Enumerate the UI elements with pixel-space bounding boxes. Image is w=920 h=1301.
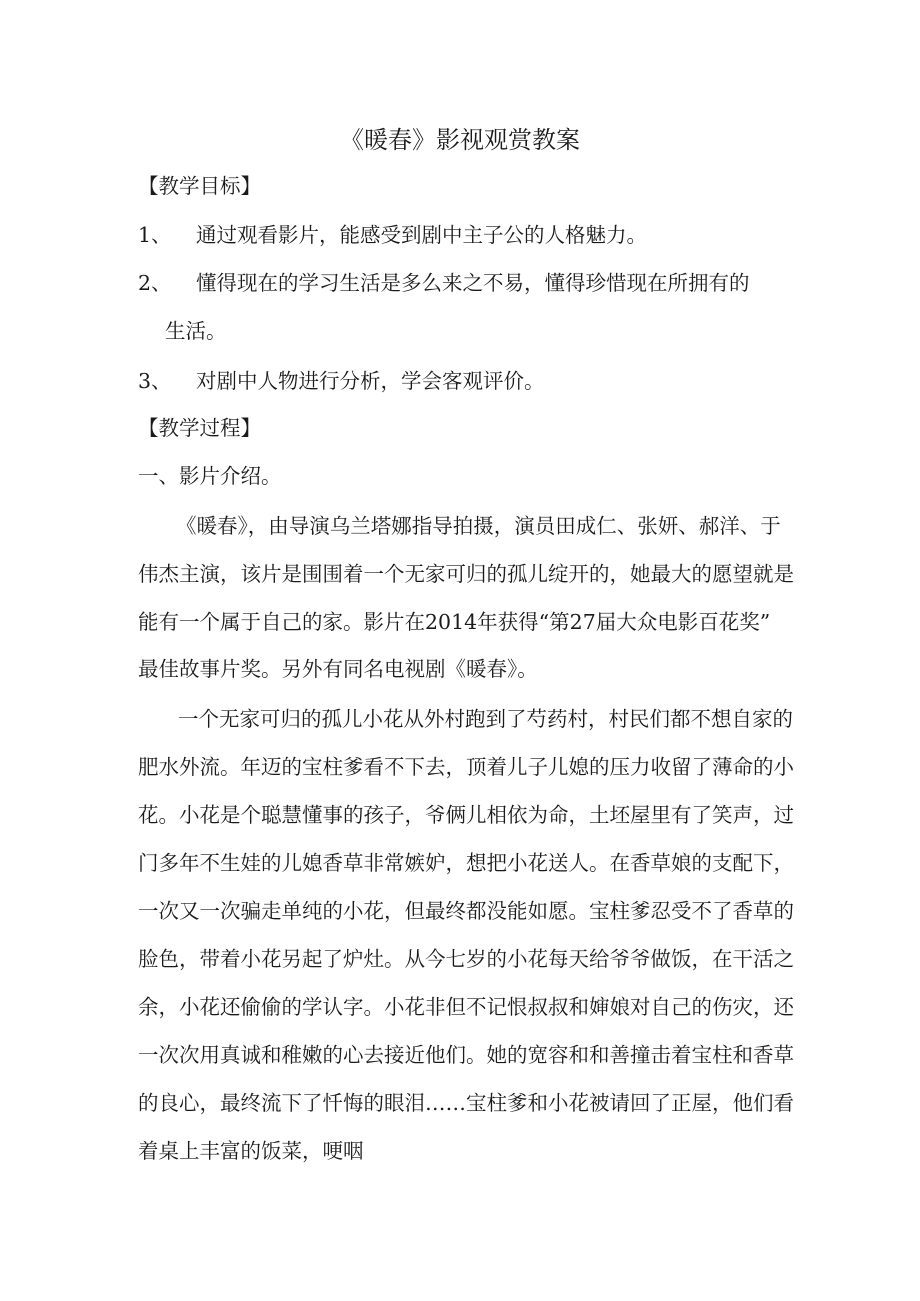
paragraph-one-line: 最佳故事片奖。另外有同名电视剧《暖春》。 bbox=[138, 657, 538, 681]
objective-text: 懂得现在的学习生活是多么来之不易，懂得珍惜现在所拥有的 bbox=[196, 271, 750, 295]
paragraph-two-line: 一次次用真诚和稚嫩的心去接近他们。她的宽容和和善撞击着宝柱和香草 bbox=[138, 1043, 794, 1067]
objective-item-1 bbox=[138, 221, 647, 249]
paragraph-two-line: 余，小花还偷偷的学认字。小花非但不记恨叔叔和婶娘对自己的伤灾，还 bbox=[138, 995, 794, 1019]
objective-item-2 bbox=[138, 269, 750, 297]
objective-text: 对剧中人物进行分析，学会客观评价。 bbox=[196, 369, 545, 393]
objective-number: 1、 bbox=[138, 223, 172, 247]
objective-text: 通过观看影片，能感受到剧中主子公的人格魅力。 bbox=[196, 223, 647, 247]
document-title: 《暖春》影视观赏教案 bbox=[340, 126, 580, 154]
objective-item-3 bbox=[138, 367, 545, 395]
paragraph-one-line: 《暖春》，由导演乌兰塔娜指导拍摄，演员田成仁、张妍、郝洋、于 bbox=[176, 514, 781, 538]
paragraph-one-line: 伟杰主演，该片是围围着一个无家可归的孤儿绽开的，她最大的愿望就是 bbox=[138, 562, 794, 586]
objectives-heading: 【教学目标】 bbox=[138, 174, 261, 198]
objective-item-2-continuation: 生活。 bbox=[165, 319, 227, 343]
paragraph-two-line: 花。小花是个聪慧懂事的孩子，爷俩儿相依为命，土坯屋里有了笑声，过 bbox=[138, 803, 794, 827]
paragraph-two-line: 门多年不生娃的儿媳香草非常嫉妒，想把小花送人。在香草娘的支配下， bbox=[138, 851, 794, 875]
objective-number: 3、 bbox=[138, 369, 172, 393]
paragraph-two-line: 的良心，最终流下了忏悔的眼泪……宝柱爹和小花被请回了正屋，他们看 bbox=[138, 1091, 794, 1115]
paragraph-two-line: 脸色，带着小花另起了炉灶。从今七岁的小花每天给爷爷做饭，在干活之 bbox=[138, 947, 794, 971]
paragraph-two-line: 肥水外流。年迈的宝柱爹看不下去，顶着儿子儿媳的压力收留了薄命的小 bbox=[138, 755, 794, 779]
paragraph-one-line: 能有一个属于自己的家。影片在2014年获得“第27届大众电影百花奖” bbox=[138, 610, 771, 634]
paragraph-two-line: 着桌上丰富的饭菜，哽咽 bbox=[138, 1139, 364, 1163]
paragraph-two-line: 一个无家可归的孤儿小花从外村跑到了芍药村，村民们都不想自家的 bbox=[178, 707, 793, 731]
process-heading: 【教学过程】 bbox=[138, 416, 261, 440]
objective-number: 2、 bbox=[138, 271, 172, 295]
section-one-heading: 一、影片介绍。 bbox=[138, 464, 282, 488]
paragraph-two-line: 一次又一次骗走单纯的小花，但最终都没能如愿。宝柱爹忍受不了香草的 bbox=[138, 899, 794, 923]
